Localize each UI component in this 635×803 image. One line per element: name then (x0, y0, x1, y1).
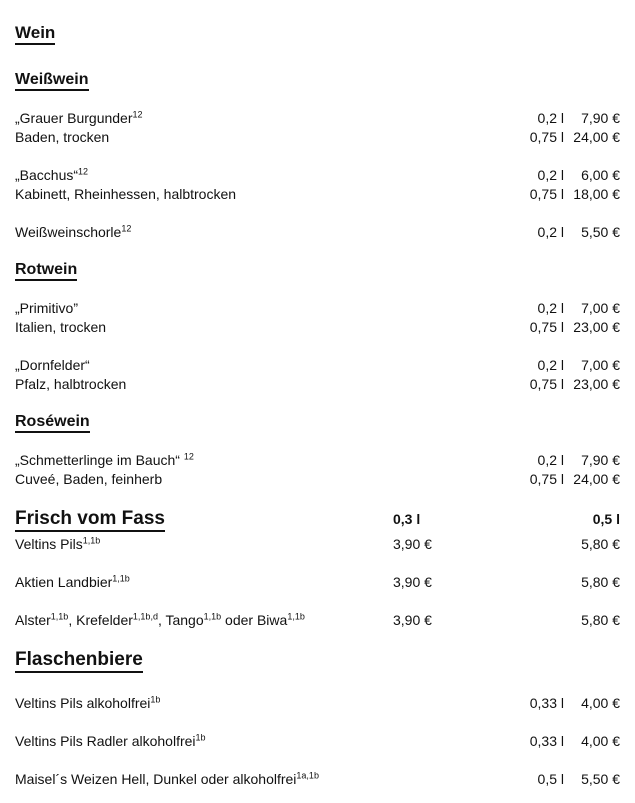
price-value: 7,90 € (581, 452, 620, 468)
price-line (518, 185, 620, 204)
price-value: 24,00 € (573, 129, 620, 145)
wine-desc: Italien, trocken (15, 319, 107, 335)
section-frisch-vom-fass (15, 508, 620, 630)
price-value-05l: 5,80 € (581, 536, 620, 552)
section-heading-weisswein: Weißwein (15, 71, 620, 91)
beer-name: Veltins Pils Radler alkoholfrei$^{1b}$ (15, 732, 206, 749)
fass-row-veltins-pils (15, 535, 620, 554)
wine-item-grauer-burgunder (15, 109, 620, 147)
section-flaschenbiere (15, 649, 620, 789)
wine-item-schmetterlinge (15, 451, 620, 489)
wine-desc: Pfalz, halbtrocken (15, 376, 127, 392)
price-line (518, 299, 620, 318)
column-header-05l: 0,5 l (592, 511, 620, 527)
volume-label: 0,5 l (537, 771, 564, 787)
price-value: 7,00 € (581, 300, 620, 316)
volume-label: 0,33 l (529, 695, 564, 711)
price-value-05l: 5,80 € (581, 612, 620, 628)
price-line (518, 223, 620, 242)
price-value: 7,00 € (581, 357, 620, 373)
price-value: 5,50 € (581, 224, 620, 240)
volume-label: 0,2 l (537, 110, 564, 126)
wine-desc: Kabinett, Rheinhessen, halbtrocken (15, 186, 237, 202)
price-value: 23,00 € (573, 376, 620, 392)
wine-name: „Bacchus“$^{12}$ (15, 166, 89, 183)
price-line (518, 356, 620, 375)
fass-row-aktien-landbier (15, 573, 620, 592)
wine-item-bacchus (15, 166, 620, 204)
fass-row-mixed-beers (15, 611, 620, 630)
wine-name: „Primitivo” (15, 300, 78, 316)
volume-label: 0,75 l (529, 376, 564, 392)
price-value: 4,00 € (581, 695, 620, 711)
wine-desc: Cuveé, Baden, feinherb (15, 471, 163, 487)
price-line (518, 451, 620, 470)
beer-name: Veltins Pils$^{1,1b}$ (15, 535, 101, 552)
price-value: 18,00 € (573, 186, 620, 202)
volume-label: 0,2 l (537, 357, 564, 373)
price-value: 5,50 € (581, 771, 620, 787)
volume-label: 0,2 l (537, 167, 564, 183)
price-value: 6,00 € (581, 167, 620, 183)
price-value-03l: 3,90 € (393, 536, 432, 552)
wine-name: „Schmetterlinge im Bauch“ $^{12}$ (15, 451, 194, 468)
volume-label: 0,75 l (529, 319, 564, 335)
beer-name: Alster$^{1,1b}$, Krefelder$^{1,1b,d}$, Tango$^{1,1b}$ oder Biwa$^{1,1b}$ (15, 611, 305, 628)
volume-label: 0,2 l (537, 300, 564, 316)
price-value-05l: 5,80 € (581, 574, 620, 590)
wine-desc: Baden, trocken (15, 129, 110, 145)
bottle-row-maisels-weizen (15, 770, 620, 789)
wine-name: „Grauer Burgunder$^{12}$ (15, 109, 143, 126)
price-line (518, 470, 620, 489)
volume-label: 0,75 l (529, 129, 564, 145)
price-line (518, 318, 620, 337)
beer-name: Veltins Pils alkoholfrei$^{1b}$ (15, 694, 161, 711)
price-value: 23,00 € (573, 319, 620, 335)
bottle-row-veltins-alkoholfrei (15, 694, 620, 713)
price-value-03l: 3,90 € (393, 612, 432, 628)
section-heading-frisch-vom-fass: Frisch vom Fass (15, 508, 393, 532)
volume-label: 0,2 l (537, 224, 564, 240)
beer-name: Aktien Landbier$^{1,1b}$ (15, 573, 130, 590)
price-value: 4,00 € (581, 733, 620, 749)
section-heading-rosewein: Roséwein (15, 413, 620, 433)
price-value-03l: 3,90 € (393, 574, 432, 590)
price-line (518, 128, 620, 147)
price-value: 24,00 € (573, 471, 620, 487)
wine-name: Weißweinschorle$^{12}$ (15, 223, 132, 240)
wine-item-dornfelder (15, 356, 620, 394)
price-line (518, 166, 620, 185)
wine-item-primitivo (15, 299, 620, 337)
volume-label: 0,33 l (529, 733, 564, 749)
section-heading-flaschenbiere: Flaschenbiere (15, 649, 620, 673)
wine-name: „Dornfelder“ (15, 357, 90, 373)
wine-item-weissweinschorle (15, 223, 620, 242)
section-heading-rotwein: Rotwein (15, 261, 620, 281)
volume-label: 0,75 l (529, 186, 564, 202)
volume-label: 0,2 l (537, 452, 564, 468)
price-value: 7,90 € (581, 110, 620, 126)
price-line (518, 109, 620, 128)
beer-name: Maisel´s Weizen Hell, Dunkel oder alkoholfrei$^{1a,1b}$ (15, 770, 319, 787)
price-line (518, 375, 620, 394)
bottle-row-veltins-radler-alkoholfrei (15, 732, 620, 751)
volume-label: 0,75 l (529, 471, 564, 487)
column-header-03l: 0,3 l (393, 511, 421, 527)
page-title: Wein (15, 23, 620, 45)
